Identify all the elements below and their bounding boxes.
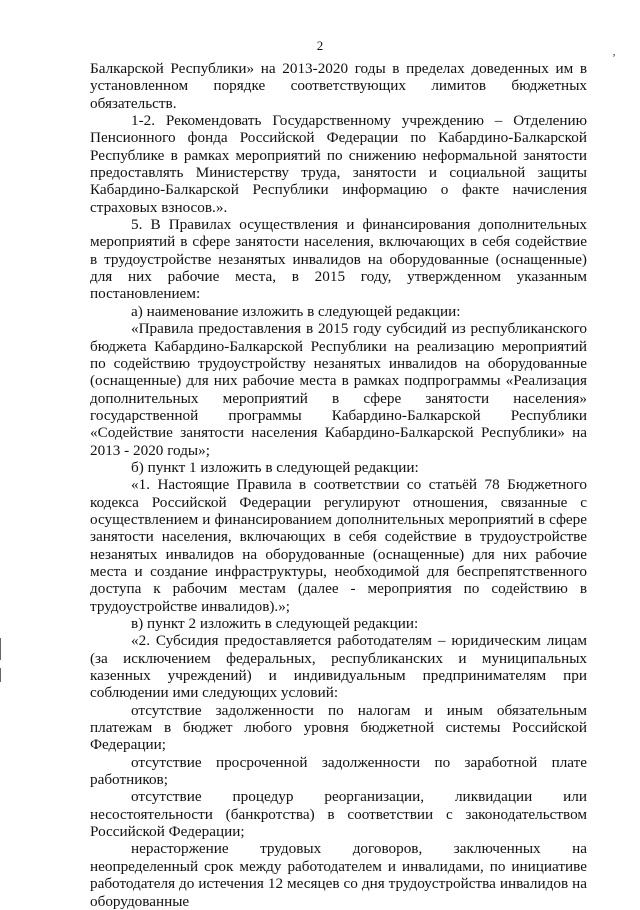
paragraph: а) наименование изложить в следующей редакции: [131,302,461,320]
paragraph: б) пункт 1 изложить в следующей редакции: [131,458,419,476]
scan-mark: ‚ [612,44,616,58]
document-body [90,60,587,910]
paragraph: 5. В Правилах осуществления и финансирования дополнительных мероприятий в сфере занятости населения, включающих в себя содействие в трудоустройстве незанятых инвалидов на оборудованные (оснащенные) для них рабочие места, в 2015 году, утвержденном указанным постановлением: [90,216,587,303]
page-number: 2 [316,38,324,53]
paragraph: отсутствие задолженности по налогам и иным обязательным платежам в бюджет любого уровня бюджетной системы Российской Федерации; [90,701,587,754]
margin-scan-line [0,638,1,660]
paragraph: 1-2. Рекомендовать Государственному учреждению – Отделению Пенсионного фонда Российской Федерации по Кабардино-Балкарской Республике в рамках мероприятий по снижению неформальной занятости предоставлять Министерству труда, занятости и социальной защиты Кабардино-Балкарской Республики информацию о факте начисления страховых взносов.». [90,112,587,216]
paragraph: отсутствие процедур реорганизации, ликвидации или несостоятельности (банкротства) в соответствии с законодательством Российской Федерации; [90,788,587,841]
margin-scan-line [0,668,1,682]
paragraph: «Правила предоставления в 2015 году субсидий из республиканского бюджета Кабардино-Балкарской Республики на реализацию мероприятий по содействию трудоустройству незанятых инвалидов на оборудованные (оснащенные) для них рабочие места в рамках подпрограммы «Реализация дополнительных мероприятий в сфере занятости населения» государственной программы Кабардино-Балкарской Республики «Содействие занятости населения Кабардино-Балкарской Республики» на 2013 - 2020 годы»; [90,320,587,459]
paragraph: отсутствие просроченной задолженности по заработной плате работников; [90,753,587,789]
paragraph: в) пункт 2 изложить в следующей редакции: [131,615,419,632]
paragraph: «2. Субсидия предоставляется работодателям – юридическим лицам (за исключением федеральных, республиканских и муниципальных казенных учреждений) и индивидуальным предпринимателям при соблюдении ими следующих условий: [90,632,587,702]
paragraph: Балкарской Республики» на 2013-2020 годы в пределах доведенных им в установленном порядке соответствующих лимитов бюджетных обязательств. [90,60,587,112]
paragraph: нерасторжение трудовых договоров, заключенных на неопределенный срок между работодателем и инвалидами, по инициативе работодателя до истечения 12 месяцев со дня трудоустройства инвалидов на оборудованные [90,840,587,910]
paragraph: «1. Настоящие Правила в соответствии со статьёй 78 Бюджетного кодекса Российской Федерации регулируют отношения, связанные с осуществлением и финансированием дополнительных мероприятий в сфере занятости населения, включающих в себя содействие в трудоустройстве незанятых инвалидов на оборудованные (оснащенные) для них рабочие места и создание инфраструктуры, необходимой для беспрепятственного доступа к рабочим местам (далее - мероприятия по содействию в трудоустройстве инвалидов).»; [90,476,587,615]
